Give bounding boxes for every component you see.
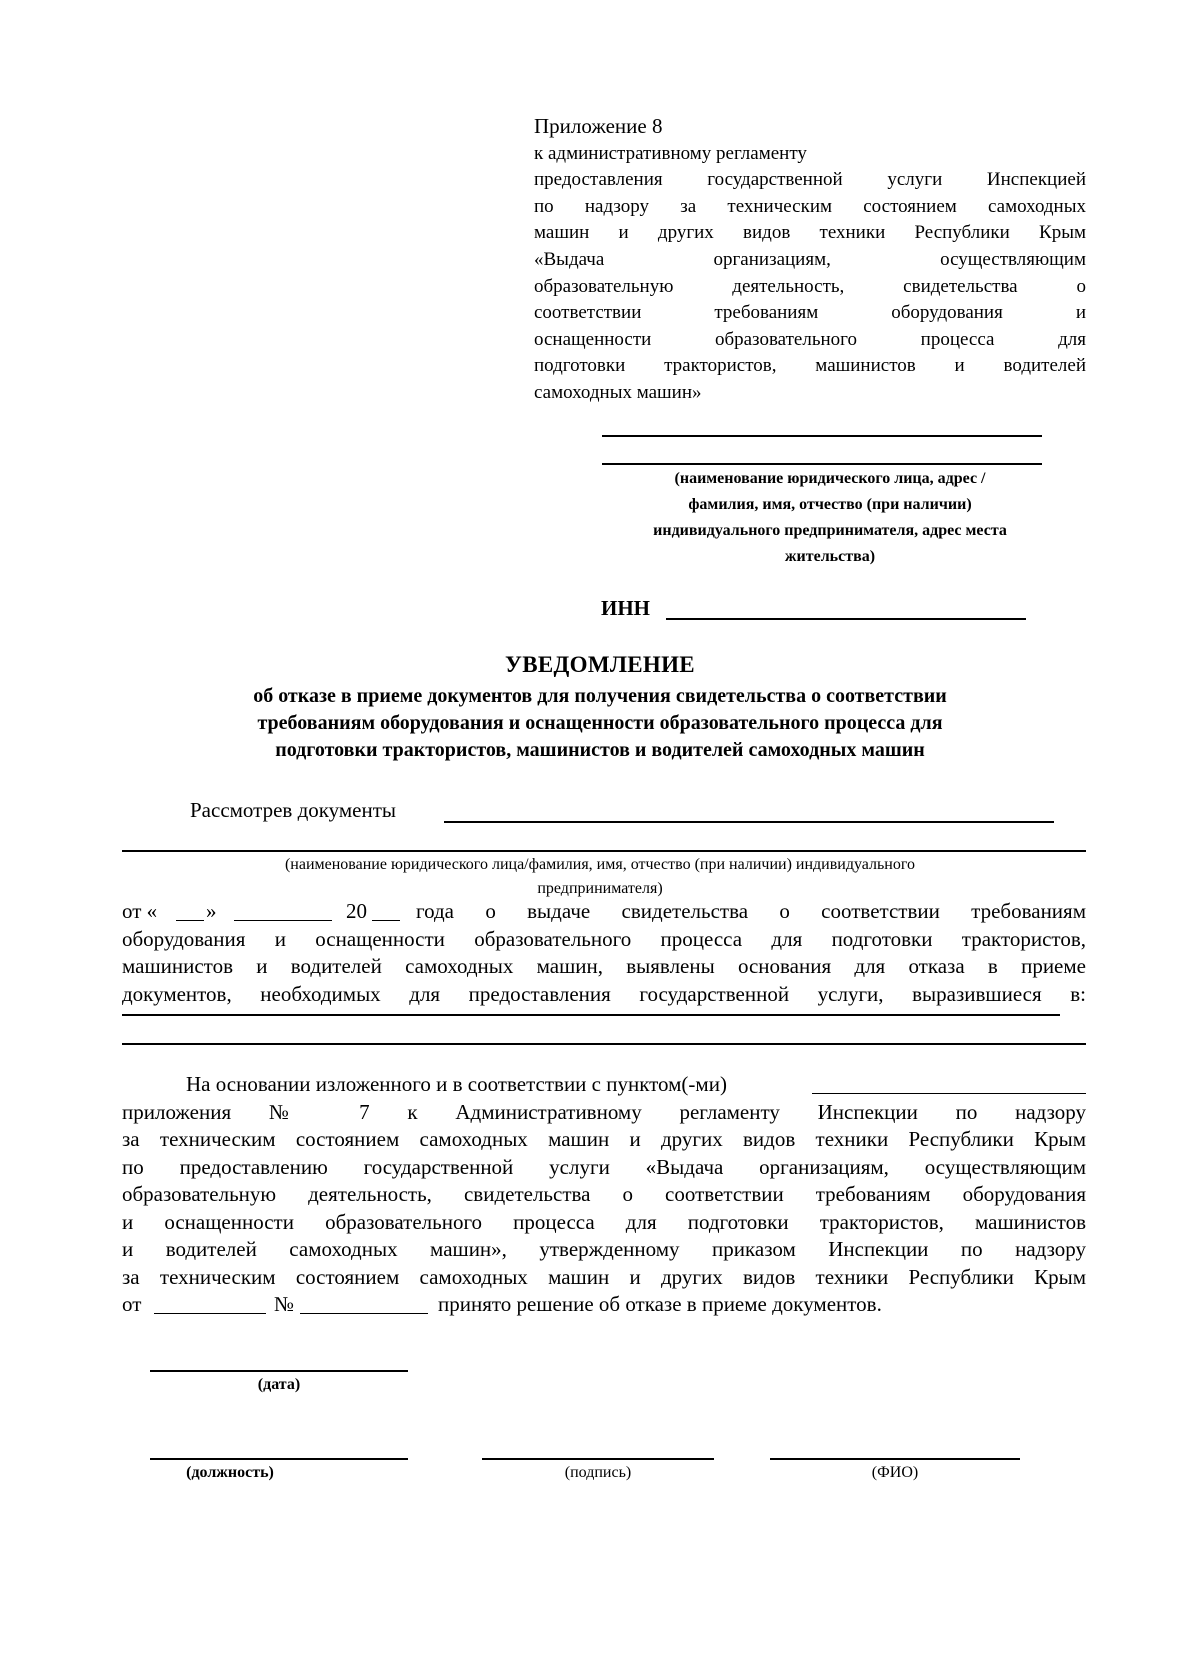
p2-line: за техническим состоянием самоходных машин и других видов техники Республики Крым xyxy=(122,1264,1086,1289)
p1-first-row-tail: года о выдаче свидетельства о соответствии требованиям xyxy=(416,899,1086,923)
recipient-caption-line: фамилия, имя, отчество (при наличии) xyxy=(688,496,972,513)
appendix-line: машин и других видов техники Республики Крым xyxy=(534,222,1086,244)
position-signature-line[interactable] xyxy=(150,1458,408,1460)
recipient-caption-line: индивидуального предпринимателя, адрес места xyxy=(653,522,1007,539)
recipient-caption xyxy=(595,466,1065,570)
appendix-line: «Выдача организациям, осуществляющим xyxy=(534,248,1086,270)
appendix-number: Приложение 8 xyxy=(534,114,663,138)
order-from-label: от xyxy=(122,1292,142,1316)
year-prefix: 20 xyxy=(346,899,367,923)
appendix-line: к административному регламенту xyxy=(534,142,807,164)
signature-caption: (подпись) xyxy=(564,1464,632,1481)
order-number-sign: № xyxy=(274,1292,295,1316)
year-field-line[interactable] xyxy=(372,920,400,921)
notice-title: УВЕДОМЛЕНИЕ xyxy=(505,652,695,677)
p2-line: за техническим состоянием самоходных машин и других видов техники Республики Крым xyxy=(122,1127,1086,1151)
p2-line: и водителей самоходных машин», утвержденному приказом Инспекции по надзору xyxy=(122,1237,1086,1261)
appendix-line: оснащенности образовательного процесса для xyxy=(534,328,1086,350)
applicant-field-line[interactable] xyxy=(122,850,1086,852)
paragraph-grounds xyxy=(122,898,1086,1008)
p2-first-row xyxy=(122,1071,1086,1099)
grounds-field-line-2[interactable] xyxy=(122,1043,1086,1045)
inn-label: ИНН xyxy=(601,596,651,620)
signature-line[interactable] xyxy=(482,1458,714,1460)
date-signature-line[interactable] xyxy=(150,1370,408,1372)
appendix-line: соответствии требованиям оборудования и xyxy=(534,302,1086,324)
month-field-line[interactable] xyxy=(234,920,332,921)
p2-line: образовательную деятельность, свидетельства о соответствии требованиям оборудования xyxy=(122,1182,1086,1206)
recipient-caption-line: (наименование юридического лица, адрес / xyxy=(674,470,986,487)
appendix-line: предоставления государственной услуги Инспекцией xyxy=(534,169,1086,191)
grounds-field-line-1[interactable] xyxy=(122,1014,1060,1016)
p2-start-text: На основании изложенного и в соответствии с пунктом(-ми) xyxy=(186,1072,727,1096)
recipient-line-2[interactable] xyxy=(602,463,1042,465)
applicant-caption-line: предпринимателя) xyxy=(537,880,663,897)
appendix-line: подготовки трактористов, машинистов и водителей xyxy=(534,355,1086,377)
name-caption: (ФИО) xyxy=(871,1464,919,1481)
p2-line: приложения № 7 к Административному регламенту Инспекции по надзору xyxy=(122,1099,1086,1124)
name-signature-line[interactable] xyxy=(770,1458,1020,1460)
p2-line: и оснащенности образовательного процесса для подготовки трактористов, машинистов xyxy=(122,1209,1086,1234)
paragraph-decision xyxy=(122,1071,1086,1319)
order-date-field-line[interactable] xyxy=(154,1313,266,1314)
reviewed-label: Рассмотрев документы xyxy=(190,798,397,822)
appendix-line: самоходных машин» xyxy=(534,381,702,403)
subtitle-line: требованиям оборудования и оснащенности образовательного процесса для xyxy=(257,712,943,734)
p1-line: оборудования и оснащенности образовательного процесса для подготовки трактористов, xyxy=(122,926,1086,951)
applicant-caption-line: (наименование юридического лица/фамилия, имя, отчество (при наличии) индивидуального xyxy=(284,856,916,873)
date-caption: (дата) xyxy=(257,1376,301,1393)
applicant-caption xyxy=(120,853,1080,901)
from-label: от « xyxy=(122,899,158,923)
appendix-header xyxy=(534,113,1086,407)
position-caption: (должность) xyxy=(186,1464,274,1481)
subtitle-line: об отказе в приеме документов для получения свидетельства о соответствии xyxy=(253,685,947,707)
p1-first-row xyxy=(122,898,1086,926)
p2-last-row xyxy=(122,1291,1086,1319)
recipient-caption-line: жительства) xyxy=(784,548,876,565)
p2-last-row-tail: принято решение об отказе в приеме документов. xyxy=(438,1292,882,1316)
close-quote: » xyxy=(206,899,217,923)
p1-line: машинистов и водителей самоходных машин, выявлены основания для отказа в приеме xyxy=(122,954,1086,978)
appendix-line: по надзору за техническим состоянием самоходных xyxy=(534,195,1086,217)
appendix-line: образовательную деятельность, свидетельства о xyxy=(534,275,1086,297)
subtitle-line: подготовки трактористов, машинистов и водителей самоходных машин xyxy=(275,739,925,761)
p1-line: документов, необходимых для предоставления государственной услуги, выразившиеся в: xyxy=(122,981,1086,1006)
inn-field-line[interactable] xyxy=(666,618,1026,620)
order-number-field-line[interactable] xyxy=(300,1313,428,1314)
day-field-line[interactable] xyxy=(176,920,204,921)
notice-subtitle xyxy=(150,683,1050,764)
reviewed-field-line[interactable] xyxy=(444,821,1054,823)
p2-line: по предоставлению государственной услуги «Выдача организациям, осуществляющим xyxy=(122,1154,1086,1179)
clause-field-line[interactable] xyxy=(812,1093,1086,1094)
recipient-line-1[interactable] xyxy=(602,435,1042,437)
